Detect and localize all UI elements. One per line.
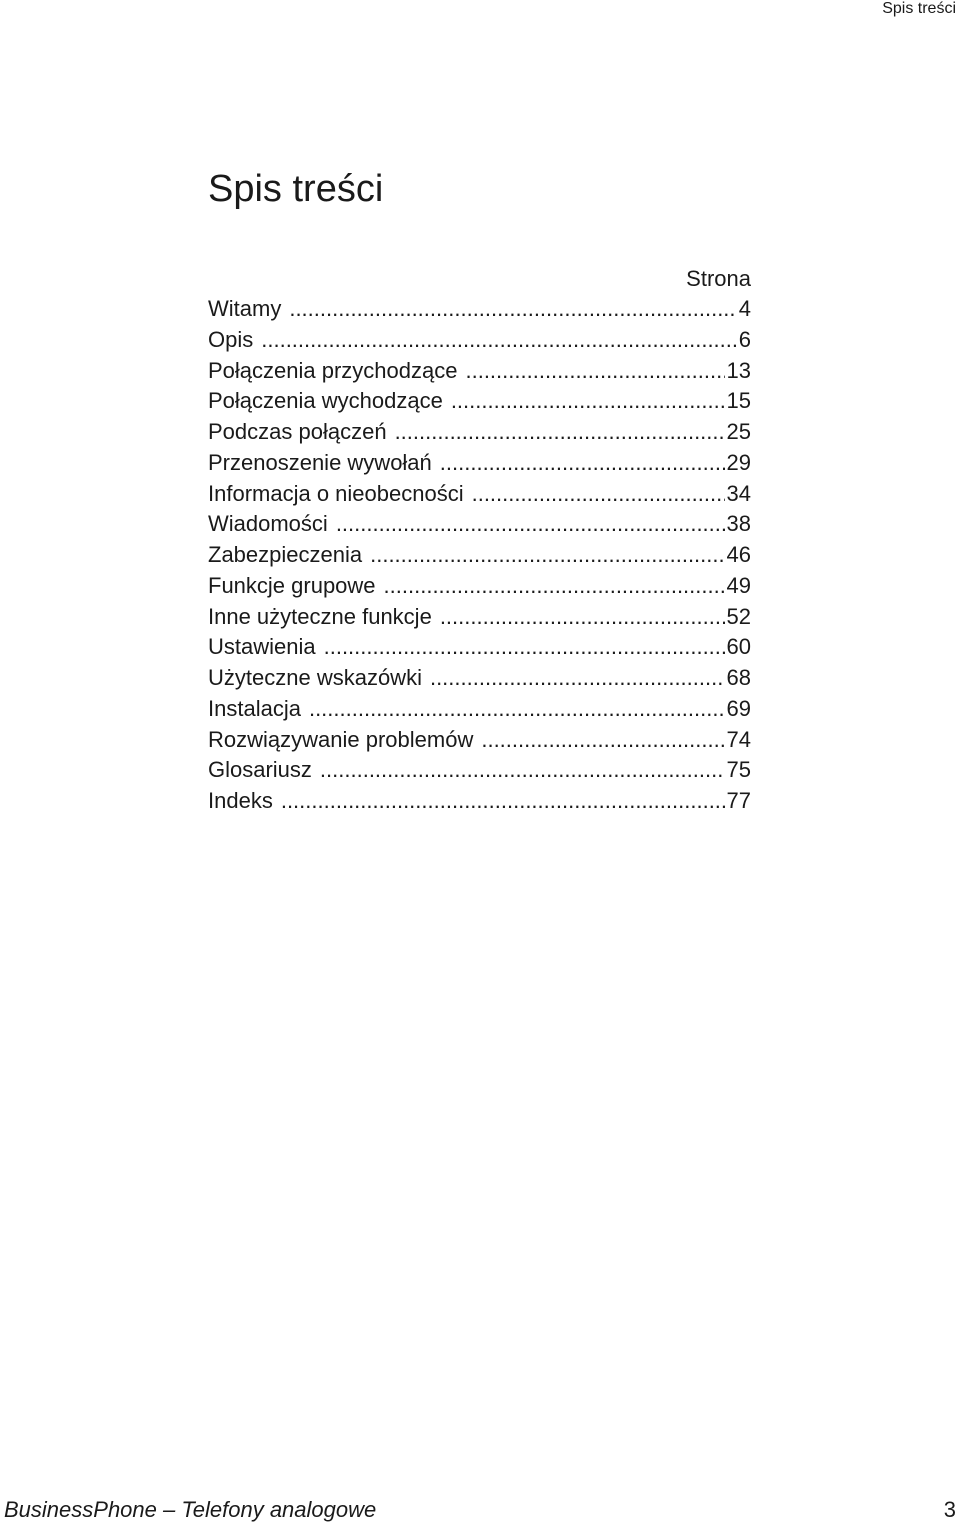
toc-entry-title: Indeks (208, 788, 273, 813)
toc-entry[interactable] (208, 786, 751, 817)
toc-entry-title: Połączenia wychodzące (208, 388, 443, 414)
toc-dot-leader (481, 725, 724, 756)
toc-dot-leader (440, 602, 725, 633)
toc-entry-title: Inne użyteczne funkcje (208, 603, 432, 629)
toc-entry-page-number: 60 (726, 634, 751, 660)
toc-entry-title: Ustawienia (208, 634, 316, 660)
toc-entry-title: Glosariusz (208, 757, 312, 783)
toc-entry[interactable] (208, 540, 751, 571)
toc-entry[interactable] (208, 694, 751, 725)
toc-entry[interactable] (208, 417, 751, 448)
toc-entry[interactable] (208, 294, 751, 325)
toc-dot-leader (320, 755, 725, 786)
toc-entry-page-number: 38 (726, 511, 751, 537)
toc-entry[interactable] (208, 725, 751, 756)
toc-dot-leader (336, 509, 725, 540)
toc-entry-title: Przenoszenie wywołań (208, 449, 432, 475)
toc-entry-page-number: 25 (726, 419, 751, 444)
toc-dot-leader (384, 571, 725, 602)
toc-entry-page-number: 68 (726, 665, 751, 690)
toc-dot-leader (289, 294, 736, 325)
running-header: Spis treści (882, 0, 956, 17)
toc-dot-leader (309, 694, 725, 725)
toc-entry-list (208, 294, 751, 817)
toc-entry-title: Wiadomości (208, 511, 328, 537)
toc-entry-page-number: 52 (726, 603, 751, 629)
toc-entry-title: Informacja o nieobecności (208, 480, 464, 506)
toc-dot-leader (440, 448, 725, 479)
toc-entry-page-number: 4 (738, 296, 751, 321)
toc-dot-leader (261, 325, 737, 356)
toc-entry-page-number: 13 (726, 357, 751, 383)
toc-page-column-label: Strona (686, 266, 751, 291)
toc-entry[interactable] (208, 755, 751, 786)
page-title: Spis treści (208, 168, 384, 210)
toc-dot-leader (465, 356, 724, 387)
toc-entry[interactable] (208, 509, 751, 540)
toc-entry-page-number: 29 (726, 449, 751, 475)
toc-entry-title: Witamy (208, 296, 282, 321)
toc-dot-leader (370, 540, 724, 571)
toc-entry-title: Użyteczne wskazówki (208, 665, 422, 690)
toc-entry-page-number: 69 (726, 695, 751, 721)
toc-entry-title: Instalacja (208, 695, 301, 721)
toc-entry-page-number: 34 (726, 480, 751, 506)
toc-entry[interactable] (208, 386, 751, 417)
toc-entry-page-number: 46 (726, 542, 751, 567)
toc-dot-leader (472, 479, 725, 510)
toc-entry[interactable] (208, 356, 751, 387)
toc-entry-page-number: 75 (726, 757, 751, 783)
toc-entry-title: Podczas połączeń (208, 419, 387, 444)
toc-entry[interactable] (208, 448, 751, 479)
toc-entry-page-number: 6 (738, 326, 751, 352)
table-of-contents (208, 263, 751, 817)
toc-dot-leader (324, 632, 725, 663)
toc-entry-page-number: 74 (726, 726, 751, 752)
toc-entry-title: Zabezpieczenia (208, 542, 363, 567)
toc-entry-title: Połączenia przychodzące (208, 357, 458, 383)
toc-dot-leader (430, 663, 725, 694)
toc-entry[interactable] (208, 325, 751, 356)
footer-page-number: 3 (943, 1497, 956, 1522)
toc-entry[interactable] (208, 571, 751, 602)
toc-dot-leader (395, 417, 725, 448)
footer-document-name: BusinessPhone – Telefony analogowe (4, 1497, 377, 1522)
toc-entry-page-number: 15 (726, 388, 751, 414)
toc-entry[interactable] (208, 663, 751, 694)
toc-entry-title: Opis (208, 326, 254, 352)
toc-entry[interactable] (208, 479, 751, 510)
toc-entry-title: Funkcje grupowe (208, 572, 376, 598)
toc-entry[interactable] (208, 632, 751, 663)
toc-entry[interactable] (208, 602, 751, 633)
toc-entry-page-number: 49 (726, 572, 751, 598)
toc-dot-leader (451, 386, 725, 417)
toc-entry-page-number: 77 (726, 788, 751, 813)
toc-dot-leader (281, 786, 725, 817)
toc-entry-title: Rozwiązywanie problemów (208, 726, 474, 752)
